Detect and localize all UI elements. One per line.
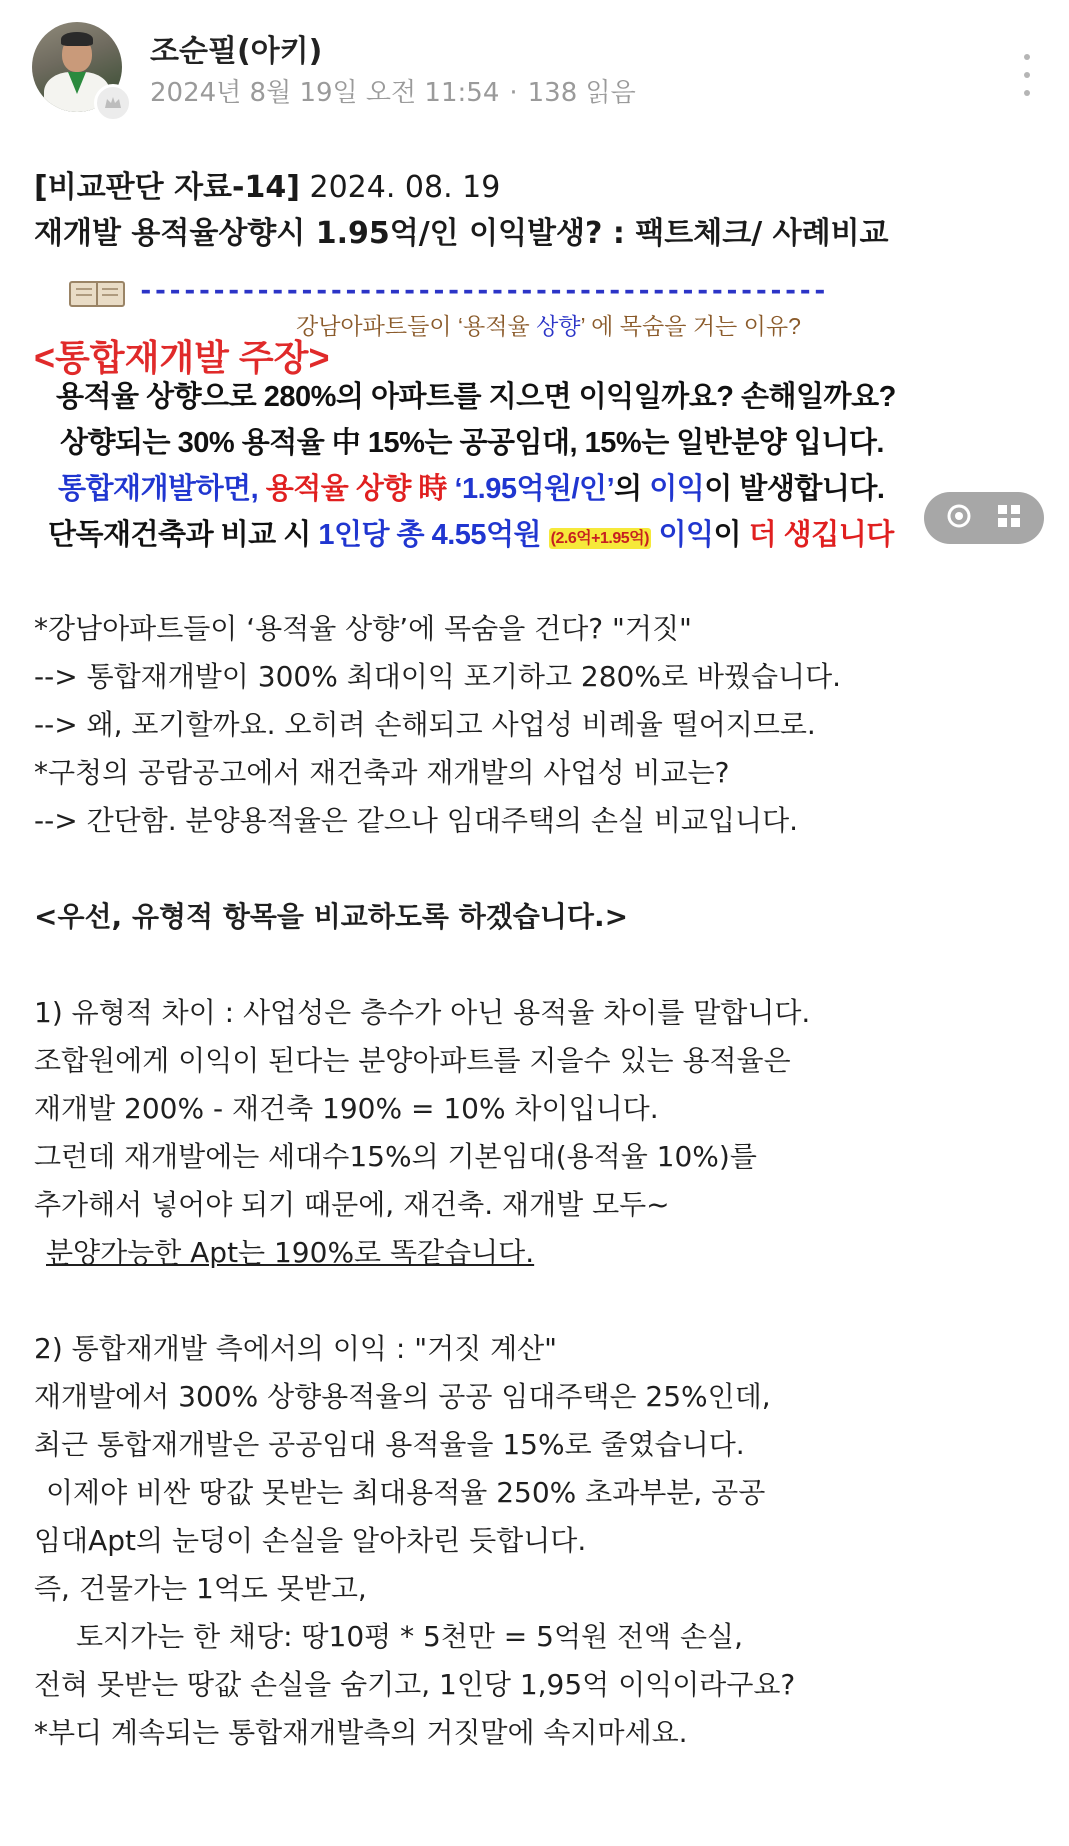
image-dash-line: -----------------------------------------------: [138, 276, 827, 306]
body-line: --> 간단함. 분양용적율은 같으나 임대주택의 손실 비교입니다.: [34, 804, 799, 837]
body-line: 1) 유형적 차이 : 사업성은 층수가 아닌 용적율 차이를 말합니다.: [34, 996, 811, 1029]
image-line-4-b: 1인당 총 4.55억원: [318, 519, 542, 551]
lens-icon[interactable]: [944, 501, 974, 535]
image-question-c: ’ 에 목숨을 거는 이유?: [580, 313, 801, 339]
image-line-4-c: [541, 519, 549, 551]
image-line-4-e: 이: [713, 519, 749, 551]
body-line: 이제야 비싼 땅값 못받는 최대용적율 250% 초과부분, 공공: [46, 1476, 766, 1509]
embedded-image[interactable]: [34, 270, 1044, 555]
body-spacer: [34, 941, 1044, 989]
body-spacer: [34, 1277, 1044, 1325]
image-line-3-a: 통합재개발하면,: [58, 473, 266, 505]
body-line: 조합원에게 이익이 된다는 분양아파트를 지을수 있는 용적율은: [34, 1044, 791, 1077]
image-line-4-f: 더 생깁니다: [748, 519, 894, 551]
image-lens-button[interactable]: [924, 492, 1044, 544]
section-heading: <우선, 유형적 항목을 비교하도록 하겠습니다.>: [34, 900, 629, 933]
image-line-3-b: 용적율 상향 時: [265, 473, 455, 505]
more-icon[interactable]: [1012, 50, 1042, 100]
post-date: 2024년 8월 19일 오전 11:54: [150, 78, 500, 108]
body-line: 추가해서 넣어야 되기 때문에, 재건축. 재개발 모두~: [34, 1188, 670, 1221]
image-line-1: 용적율 상향으로 280%의 아파트를 지으면 이익일까요? 손해일까요?: [56, 381, 896, 413]
image-line-3-e: 이익: [649, 473, 705, 505]
body-line: 임대Apt의 눈덩이 손실을 알아차린 듯합니다.: [34, 1524, 587, 1557]
body-line-underlined: [34, 1229, 1044, 1277]
post-body: [34, 605, 1044, 1757]
image-line-3-f: 이 발생합니다.: [704, 473, 885, 505]
post-title: [34, 165, 1044, 257]
title-headline: 재개발 용적율상향시 1.95억/인 이익발생? : 팩트체크/ 사례비교: [34, 216, 889, 251]
body-spacer: [34, 845, 1044, 893]
body-line: *구청의 공람공고에서 재건축과 재개발의 사업성 비교는?: [34, 756, 730, 789]
image-question: [296, 308, 801, 341]
body-line: 전혀 못받는 땅값 손실을 숨기고, 1인당 1,95억 이익이라구요?: [34, 1668, 796, 1701]
body-line: 즉, 건물가는 1억도 못받고,: [34, 1572, 367, 1605]
image-line-4-a: 단독재건축과 비교 시: [48, 519, 319, 551]
body-line: 그런데 재개발에는 세대수15%의 기본임대(용적율 10%)를: [34, 1140, 757, 1173]
post-header: [32, 22, 1042, 126]
author-name[interactable]: 조순필(아키): [150, 34, 323, 69]
image-line-4-d: 이익: [650, 519, 714, 551]
avatar-hair: [61, 32, 93, 46]
image-line-2: 상향되는 30% 용적율 中 15%는 공공임대, 15%는 일반분양 입니다.: [60, 427, 884, 459]
body-line: 2) 통합재개발 측에서의 이익 : "거짓 계산": [34, 1332, 558, 1365]
title-date: 2024. 08. 19: [299, 170, 501, 205]
body-line: --> 왜, 포기할까요. 오히려 손해되고 사업성 비례율 떨어지므로.: [34, 708, 816, 741]
underlined-text: 분양가능한 Apt는 190%로 똑같습니다.: [46, 1236, 535, 1269]
grid-icon[interactable]: [994, 501, 1024, 535]
body-line: 토지가는 한 채당: 땅10평 * 5천만 = 5억원 전액 손실,: [76, 1620, 743, 1653]
body-line: 재개발 200% - 재건축 190% = 10% 차이입니다.: [34, 1092, 659, 1125]
image-line-4: [48, 512, 894, 553]
image-claim: <통합재개발 주장>: [34, 337, 330, 378]
image-line-3: [58, 466, 884, 507]
book-icon: [68, 278, 126, 314]
image-question-b: 상향: [536, 313, 581, 339]
body-line: 최근 통합재개발은 공공임대 용적율을 15%로 줄였습니다.: [34, 1428, 745, 1461]
title-tag: [비교판단 자료-14]: [34, 170, 300, 205]
badge-icon: [94, 84, 132, 122]
title-line-1: [34, 165, 1044, 211]
image-question-a: 강남아파트들이 ‘용적율: [296, 313, 537, 339]
meta-separator: ·: [509, 78, 518, 108]
body-line: --> 통합재개발이 300% 최대이익 포기하고 280%로 바꿨습니다.: [34, 660, 842, 693]
body-line: *강남아파트들이 ‘용적율 상향’에 목숨을 건다? "거짓": [34, 612, 692, 645]
post-meta: [150, 72, 636, 109]
image-line-4-highlight: (2.6억+1.95억): [550, 529, 649, 547]
body-line: 재개발에서 300% 상향용적율의 공공 임대주택은 25%인데,: [34, 1380, 771, 1413]
image-line-3-d: 의: [614, 473, 650, 505]
image-line-3-c: ‘1.95억원/인’: [454, 473, 615, 505]
body-line: *부디 계속되는 통합재개발측의 거짓말에 속지마세요.: [34, 1716, 688, 1749]
view-count: 138 읽음: [527, 78, 636, 108]
